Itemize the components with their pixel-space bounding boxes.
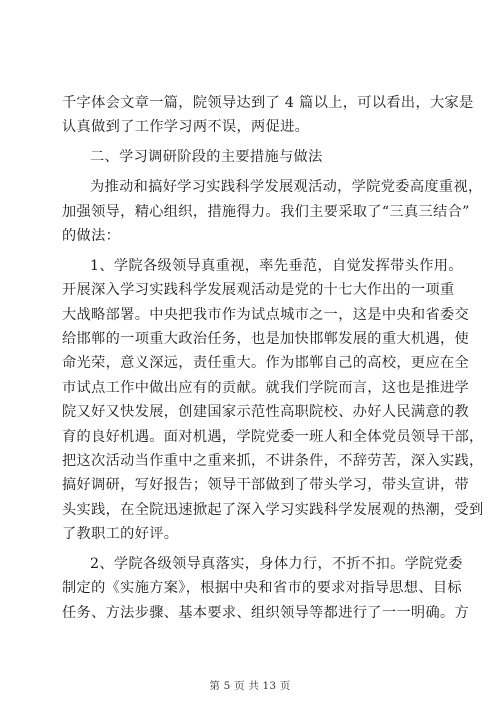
text-line: 院又好又快发展，创建国家示范性高职院校、办好人民满意的教	[62, 404, 470, 421]
text-line: 加强领导，精心组织，措施得力。我们主要采取了“三真三结合”	[62, 203, 470, 220]
text-line: 千字体会文章一篇，院领导达到了 4 篇以上，可以看出，大家是	[62, 95, 474, 111]
text-line: 搞好调研，写好报告；领导干部做到了带头学习，带头宣讲，带	[62, 477, 470, 494]
section-heading: 二、学习调研阶段的主要措施与做法	[90, 149, 323, 166]
text-line: 命光荣，意义深远，责任重大。作为邯郸自己的高校，更应在全	[62, 355, 470, 372]
text-line: 2、学院各级领导真落实，身体力行，不折不扣。学院党委	[90, 556, 463, 573]
text-line: 1、学院各级领导真重视，率先垂范，自觉发挥带头作用。	[90, 257, 463, 274]
document-body	[62, 91, 484, 625]
text-line: 认真做到了工作学习两不误，两促进。	[62, 119, 310, 136]
page-number-footer: 第 5 页 共 13 页	[209, 680, 291, 692]
text-line: 把这次活动当作重中之重来抓，不讲条件，不辞劳苦，深入实践，	[62, 452, 484, 469]
text-line: 市试点工作中做出应有的贡献。就我们学院而言，这也是推进学	[62, 379, 470, 396]
text-line: 给邯郸的一项重大政治任务，也是加快邯郸发展的重大机遇，使	[62, 331, 470, 348]
text-line: 开展深入学习实践科学发展观活动是党的十七大作出的一项重	[62, 282, 455, 299]
text-line: 的做法：	[62, 227, 121, 244]
text-line: 制定的《实施方案》，根据中央和省市的要求对指导思想、目标	[62, 580, 462, 597]
text-line: 为推动和搞好学习实践科学发展观活动，学院党委高度重视，	[90, 179, 483, 196]
text-line: 育的良好机遇。面对机遇，学院党委一班人和全体党员领导干部，	[62, 428, 484, 445]
text-line: 了教职工的好评。	[62, 526, 179, 543]
text-line: 任务、方法步骤、基本要求、组织领导等都进行了一一明确。方	[62, 604, 470, 621]
text-line: 大战略部署。中央把我市作为试点城市之一，这是中央和省委交	[62, 306, 470, 323]
text-line: 头实践，在全院迅速掀起了深入学习实践科学发展观的热潮，受到	[62, 501, 484, 518]
